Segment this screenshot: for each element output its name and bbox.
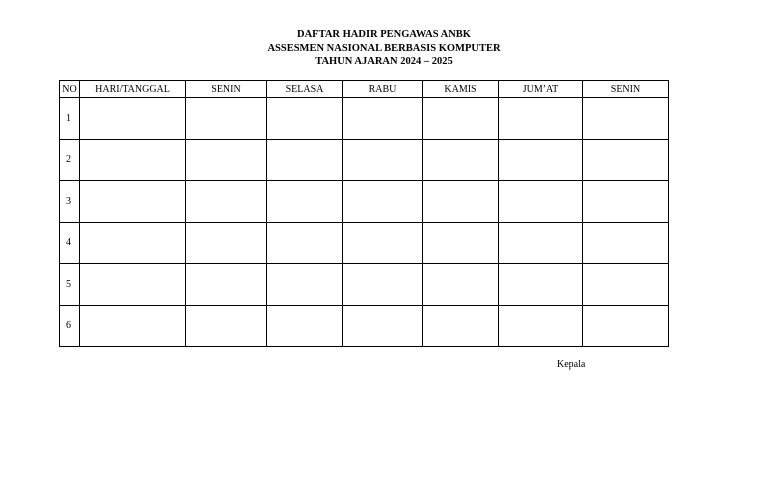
attendance-table <box>59 80 669 347</box>
signature-cell[interactable] <box>186 181 267 223</box>
column-header-thursday: KAMIS <box>423 81 499 98</box>
signature-cell[interactable] <box>423 264 499 306</box>
signature-cell[interactable] <box>499 181 583 223</box>
date-cell[interactable] <box>80 98 186 140</box>
signature-cell[interactable] <box>423 305 499 347</box>
signature-cell[interactable] <box>343 139 423 181</box>
signature-cell[interactable] <box>267 264 343 306</box>
signature-cell[interactable] <box>186 222 267 264</box>
signature-cell[interactable] <box>186 98 267 140</box>
row-number: 4 <box>60 222 80 264</box>
table-header-row <box>60 81 669 98</box>
row-number: 5 <box>60 264 80 306</box>
signature-cell[interactable] <box>343 264 423 306</box>
date-cell[interactable] <box>80 305 186 347</box>
signature-cell[interactable] <box>267 305 343 347</box>
table-row <box>60 222 669 264</box>
date-cell[interactable] <box>80 222 186 264</box>
date-cell[interactable] <box>80 181 186 223</box>
row-number: 6 <box>60 305 80 347</box>
table-row <box>60 181 669 223</box>
signature-cell[interactable] <box>423 139 499 181</box>
table-row <box>60 305 669 347</box>
signature-cell[interactable] <box>499 139 583 181</box>
title-line-3: TAHUN AJARAN 2024 – 2025 <box>315 56 453 67</box>
column-header-date: HARI/TANGGAL <box>80 81 186 98</box>
signature-cell[interactable] <box>267 181 343 223</box>
signature-cell[interactable] <box>583 181 669 223</box>
signature-cell[interactable] <box>423 98 499 140</box>
column-header-wednesday: RABU <box>343 81 423 98</box>
signature-cell[interactable] <box>499 222 583 264</box>
signature-cell[interactable] <box>583 264 669 306</box>
signature-cell[interactable] <box>343 305 423 347</box>
signature-cell[interactable] <box>267 98 343 140</box>
table-row <box>60 139 669 181</box>
signature-cell[interactable] <box>583 139 669 181</box>
signature-cell[interactable] <box>583 222 669 264</box>
title-line-2: ASSESMEN NASIONAL BERBASIS KOMPUTER <box>267 42 501 54</box>
signature-cell[interactable] <box>343 222 423 264</box>
signature-cell[interactable] <box>423 181 499 223</box>
signature-cell[interactable] <box>186 139 267 181</box>
row-number: 2 <box>60 139 80 181</box>
signature-cell[interactable] <box>186 305 267 347</box>
row-number: 1 <box>60 98 80 140</box>
date-cell[interactable] <box>80 264 186 306</box>
table-row <box>60 98 669 140</box>
signature-cell[interactable] <box>583 98 669 140</box>
signature-cell[interactable] <box>423 222 499 264</box>
column-header-no: NO <box>60 81 80 98</box>
signature-cell[interactable] <box>499 98 583 140</box>
date-cell[interactable] <box>80 139 186 181</box>
column-header-monday: SENIN <box>186 81 267 98</box>
signature-cell[interactable] <box>343 98 423 140</box>
signature-cell[interactable] <box>499 305 583 347</box>
column-header-tuesday: SELASA <box>267 81 343 98</box>
document-title <box>0 28 768 69</box>
signature-cell[interactable] <box>267 222 343 264</box>
row-number: 3 <box>60 181 80 223</box>
signature-cell[interactable] <box>186 264 267 306</box>
column-header-friday: JUM’AT <box>499 81 583 98</box>
signature-cell[interactable] <box>267 139 343 181</box>
title-line-1: DAFTAR HADIR PENGAWAS ANBK <box>297 29 471 40</box>
signature-cell[interactable] <box>583 305 669 347</box>
signature-label: Kepala <box>557 359 586 370</box>
column-header-monday-2: SENIN <box>583 81 669 98</box>
signature-cell[interactable] <box>499 264 583 306</box>
table-row <box>60 264 669 306</box>
signature-cell[interactable] <box>343 181 423 223</box>
